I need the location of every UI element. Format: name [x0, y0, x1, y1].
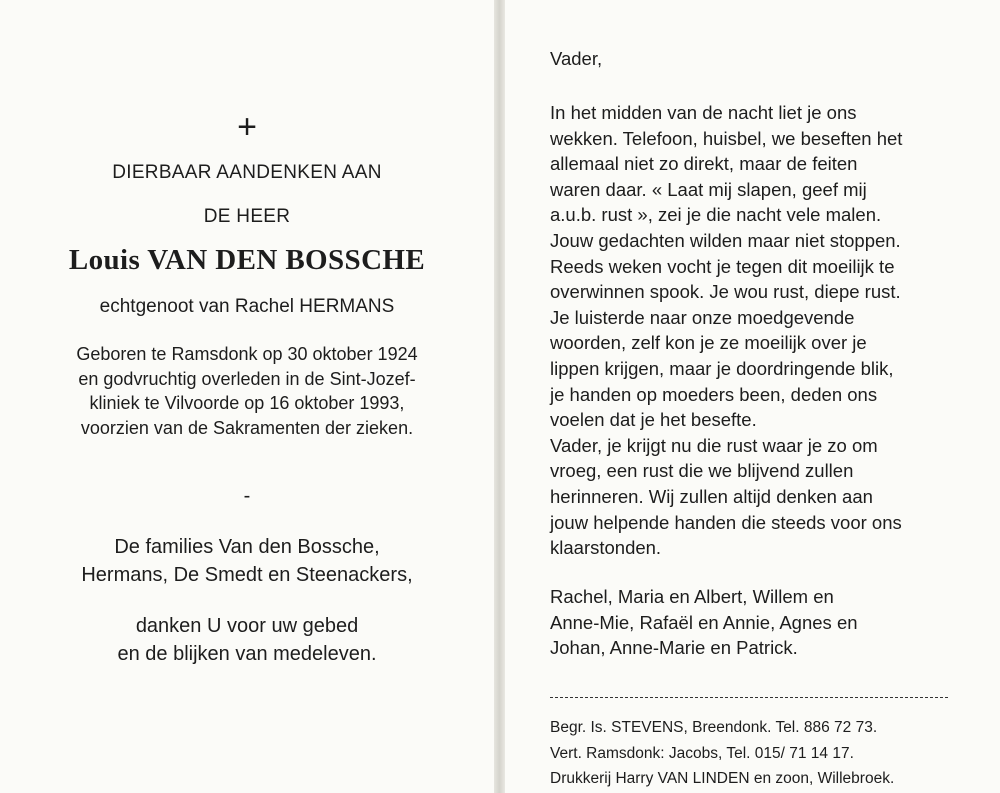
birth-death-block [0, 342, 494, 440]
poem-block [550, 100, 902, 561]
signers-line: Anne-Mie, Rafaël en Annie, Agnes en [550, 611, 858, 633]
poem-line: klaarstonden. [550, 537, 662, 559]
poem-line: In het midden van de nacht liet je ons [550, 102, 857, 123]
poem-line: woorden, zelf kon je ze moeilijk over je [550, 332, 867, 354]
signers-line: Johan, Anne-Marie en Patrick. [550, 637, 798, 659]
printer-line: Drukkerij Harry VAN LINDEN en zoon, Willebroek. [550, 770, 895, 787]
printer-line: Vert. Ramsdonk: Jacobs, Tel. 015/ 71 14 17. [550, 744, 854, 762]
families-line: De families Van den Bossche, [114, 536, 380, 558]
heading-title: DE HEER [203, 206, 291, 227]
birth-death-line: voorzien van de Sakramenten der zieken. [80, 417, 414, 438]
dashed-divider [550, 697, 948, 698]
birth-death-line: en godvruchtig overleden in de Sint-Jozef- [78, 368, 416, 389]
thanks-line: en de blijken van medeleven. [117, 643, 377, 665]
cross-symbol: + [237, 108, 257, 146]
deceased-name: Louis VAN DEN BOSSCHE [68, 244, 426, 276]
signers-block [550, 584, 858, 661]
thanks-line: danken U voor uw gebed [135, 615, 359, 637]
poem-line: Vader, je krijgt nu die rust waar je zo om [550, 434, 878, 456]
poem-line: wekken. Telefoon, huisbel, we beseften het [550, 127, 903, 149]
printer-block [550, 715, 894, 792]
poem-line: Jouw gedachten wilden maar niet stoppen. [550, 229, 901, 251]
poem-line: herinneren. Wij zullen altijd denken aan [550, 485, 873, 507]
spouse-line: echtgenoot van Rachel HERMANS [99, 296, 395, 317]
signers-line: Rachel, Maria en Albert, Willem en [550, 586, 834, 607]
poem-line: a.u.b. rust », zei je die nacht vele malen. [550, 204, 882, 226]
poem-line: lippen krijgen, maar je doordringende blik, [550, 357, 894, 379]
thanks-block [0, 612, 494, 668]
families-line: Hermans, De Smedt en Steenackers, [81, 564, 413, 586]
poem-line: overwinnen spook. Je wou rust, diepe rust. [550, 281, 901, 303]
poem-line: jouw helpende handen die steeds voor ons [550, 511, 902, 533]
poem-line: Je luisterde naar onze moedgevende [550, 306, 855, 328]
birth-death-line: kliniek te Vilvoorde op 16 oktober 1993, [89, 393, 405, 413]
card-fold [494, 0, 505, 793]
birth-death-line: Geboren te Ramsdonk op 30 oktober 1924 [76, 344, 418, 364]
separator: - [243, 485, 251, 507]
poem-line: voelen dat je het besefte. [550, 409, 757, 431]
poem-line: waren daar. « Laat mij slapen, geef mij [550, 178, 867, 200]
poem-line: je handen op moeders been, deden ons [550, 383, 878, 405]
families-block [0, 533, 494, 589]
heading-remembrance: DIERBAAR AANDENKEN AAN [112, 162, 382, 183]
poem-line: vroeg, een rust die we blijvend zullen [550, 460, 854, 482]
salutation: Vader, [550, 48, 603, 69]
poem-line: allemaal niet zo direkt, maar de feiten [550, 153, 858, 175]
poem-line: Reeds weken vocht je tegen dit moeilijk te [550, 255, 895, 277]
printer-line: Begr. Is. STEVENS, Breendonk. Tel. 886 72 73. [550, 719, 878, 736]
